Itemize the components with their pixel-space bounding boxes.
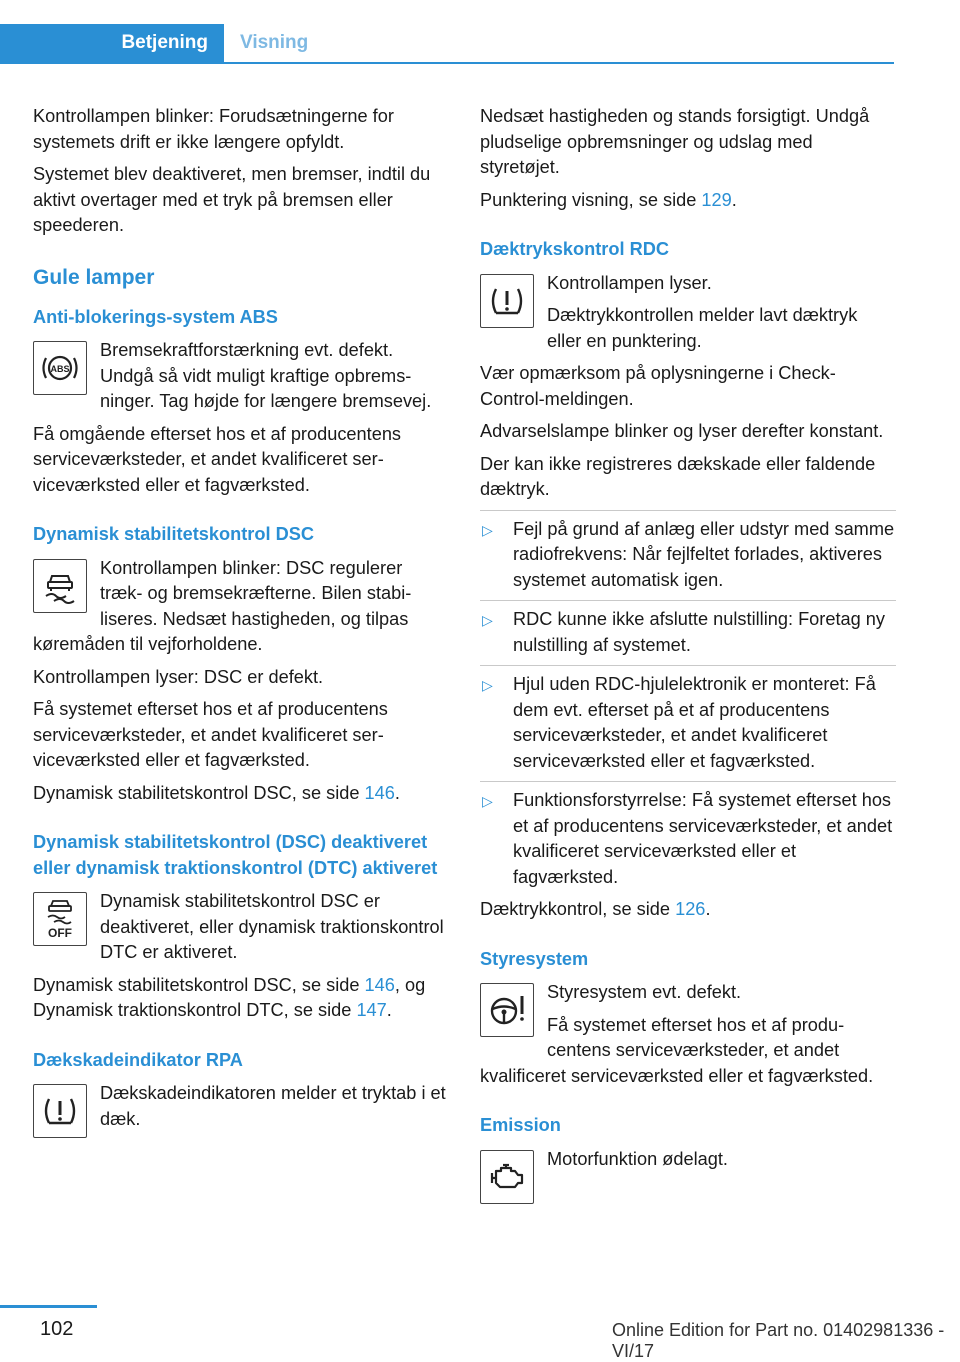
section-heading-gule-lamper: Gule lamper [33, 265, 155, 289]
paragraph: Dæktrykkontrollen melder lavt dæktryk eller en punktering. [547, 305, 858, 351]
divider [480, 781, 896, 782]
tab-betjening[interactable]: Betjening [0, 24, 224, 62]
divider [480, 510, 896, 511]
engine-icon [480, 1150, 534, 1204]
steering-warning-icon [480, 983, 534, 1037]
paragraph: Få systemet efterset hos et af producentens serviceværksteder, et andet kvalificeret serviceværksted eller et fagværksted. [480, 1014, 874, 1086]
header-tabbar [0, 24, 894, 64]
subheading-rpa: Dækskadeindikator RPA [33, 1049, 243, 1070]
footer-accent-line [0, 1305, 97, 1308]
subheading-rdc: Dæktrykskontrol RDC [480, 239, 669, 259]
page-number: 102 [40, 1318, 74, 1340]
bullet-list [480, 517, 896, 891]
paragraph: Få systemet efterset hos et af producentens serviceværksteder, et andet kvalificeret serviceværksted eller et fagværksted. [33, 699, 388, 770]
left-column [33, 104, 449, 1142]
list-item: ▷ Funktionsforstyrrelse: Få systemet efterset hos et af producentens serviceværksteder, et andet kvalificeret serviceværksted eller et fagværksted. [482, 790, 893, 887]
paragraph: Bremsekraftforstærkning evt. defekt. Undgå så vidt muligt kraftige opbremsninger. Tag højde for længere bremsevej. [100, 340, 432, 411]
subheading-dsc-off: Dynamisk stabilitetskontrol (DSC) deaktiveret eller dynamisk traktionskontrol (DTC) aktiveret [33, 832, 438, 878]
paragraph: Der kan ikke registreres dækskade eller faldende dæktryk. [480, 453, 876, 499]
list-item: ▷ Hjul uden RDC-hjulelektronik er monteret: Få dem evt. efterset på et af producentens serviceværksteder, et andet kvalificeret serviceværksted eller et fagværksted. [482, 674, 876, 771]
paragraph: Kontrollampen blinker: DSC regulerer træk- og bremsekræfterne. Bilen stabiliseres. Nedsæt hastigheden, og tilpas køremåden til vejforholdene. [33, 557, 412, 654]
triangle-bullet-icon: ▷ [482, 677, 493, 693]
edition-note: Online Edition for Part no. 01402981336 - VI/17 [612, 1320, 945, 1361]
paragraph: Dynamisk stabilitetskontrol DSC er deaktiveret, eller dynamisk traktionskontrol DTC er aktiveret. [100, 891, 444, 962]
triangle-bullet-icon: ▷ [482, 793, 493, 809]
subheading-dsc: Dynamisk stabilitetskontrol DSC [33, 524, 314, 544]
page-link[interactable]: 146 [364, 782, 395, 803]
paragraph-reference: Dynamisk stabilitetskontrol DSC, se side 146, og Dynamisk traktionskontrol DTC, se side 147. [33, 974, 426, 1020]
paragraph: Styresystem evt. defekt. [547, 982, 742, 1002]
paragraph: Få omgående efterset hos et af producentens serviceværksteder, et andet kvalificeret serviceværksted eller et fagværksted. [33, 423, 402, 495]
divider [480, 600, 896, 601]
paragraph: Vær opmærksom på oplysningerne i Check-Control-meldingen. [480, 363, 836, 409]
paragraph: Dækskadeindikatoren melder et tryktab i et dæk. [100, 1083, 446, 1129]
paragraph-reference: Punktering visning, se side 129. [480, 189, 737, 210]
svg-text:OFF: OFF [48, 926, 72, 940]
paragraph: Kontrollampen blinker: Forudsætningerne for systemets drift er ikke længere opfyldt. [33, 106, 394, 152]
triangle-bullet-icon: ▷ [482, 612, 493, 628]
paragraph: Advarselslampe blinker og lyser derefter konstant. [480, 421, 884, 441]
tire-pressure-icon [480, 274, 534, 328]
paragraph-reference: Dæktrykkontrol, se side 126. [480, 899, 711, 919]
paragraph: Kontrollampen lyser: DSC er defekt. [33, 666, 324, 687]
subheading-styresystem: Styresystem [480, 948, 589, 969]
divider [480, 665, 896, 666]
paragraph-reference: Dynamisk stabilitetskontrol DSC, se side 146. [33, 782, 400, 803]
dsc-icon [33, 559, 87, 613]
subheading-abs: Anti-blokerings-system ABS [33, 306, 278, 327]
dsc-off-icon [33, 892, 87, 946]
page-link[interactable]: 147 [356, 1000, 387, 1020]
page-link[interactable]: 126 [675, 899, 706, 919]
svg-text:ABS: ABS [50, 364, 70, 374]
paragraph: Kontrollampen lyser. [547, 272, 712, 293]
abs-warning-icon [33, 341, 87, 395]
paragraph: Systemet blev deaktiveret, men bremser, indtil du aktivt overtager med et tryk på bremsen eller speederen. [33, 164, 431, 235]
list-item: ▷ RDC kunne ikke afslutte nulstilling: Foretag ny nulstilling af systemet. [482, 609, 886, 655]
paragraph: Motorfunktion ødelagt. [547, 1148, 728, 1169]
tab-visning[interactable]: Visning [240, 32, 309, 53]
list-item: ▷ Fejl på grund af anlæg eller udstyr med samme radiofrekvens: Når fejlfeltet forlades, aktiveres systemet automatisk igen. [482, 518, 895, 590]
triangle-bullet-icon: ▷ [482, 521, 493, 538]
page-link[interactable]: 146 [364, 974, 395, 995]
tire-warning-icon [33, 1084, 87, 1138]
subheading-emission: Emission [480, 1115, 561, 1135]
paragraph: Nedsæt hastigheden og stands forsigtigt. Undgå pludselige opbremsninger og udslag med styretøjet. [480, 106, 870, 177]
page-link[interactable]: 129 [701, 189, 732, 210]
right-column [480, 104, 896, 1208]
